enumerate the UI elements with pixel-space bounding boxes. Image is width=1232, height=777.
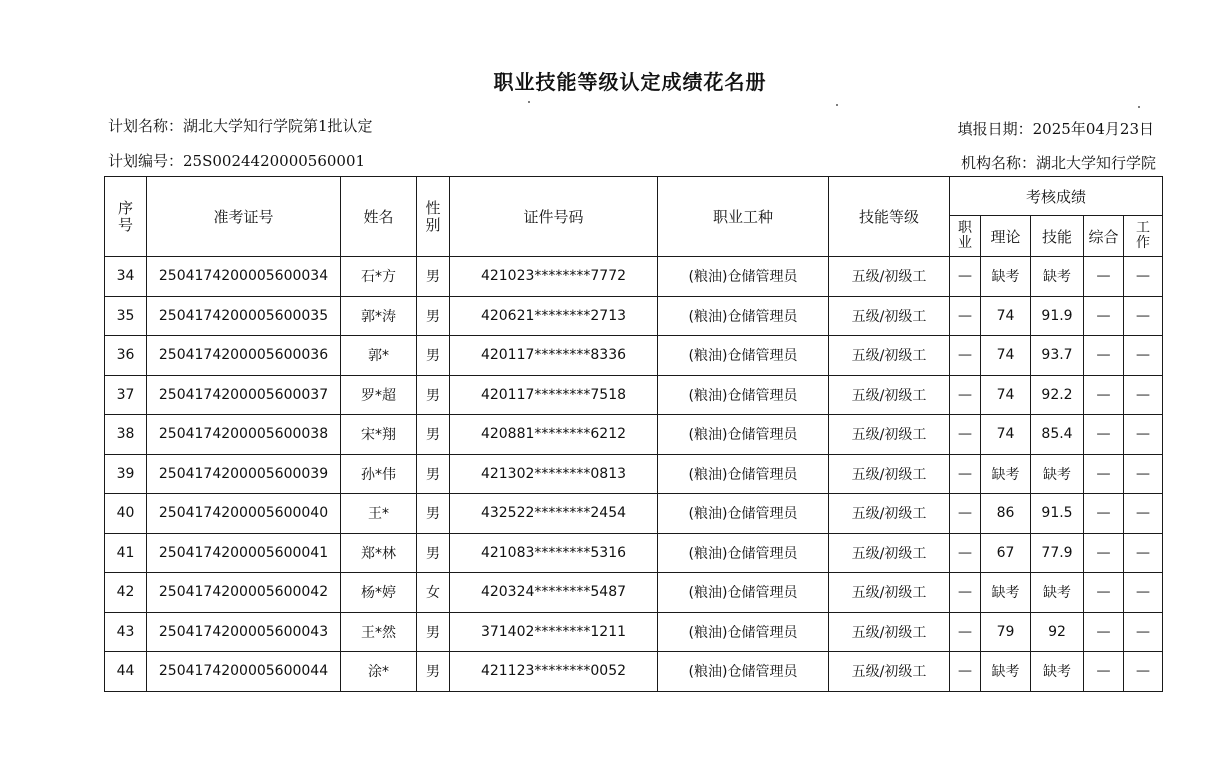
- table-row: [105, 454, 1163, 494]
- cell-gender: 男: [417, 454, 450, 494]
- plan-name: 计划名称：湖北大学知行学院第1批认定: [108, 117, 373, 135]
- cell-seq: 44: [105, 652, 147, 692]
- cell-name: 郭*涛: [341, 296, 417, 336]
- cell-comprehensive: —: [1084, 533, 1124, 573]
- header-theory: 理论: [981, 216, 1031, 257]
- cell-seq: 35: [105, 296, 147, 336]
- cell-theory: 79: [981, 612, 1031, 652]
- cell-work: —: [1124, 454, 1163, 494]
- cell-level: 五级/初级工: [829, 375, 950, 415]
- cell-seq: 37: [105, 375, 147, 415]
- cell-name: 郑*林: [341, 533, 417, 573]
- cell-professional: —: [950, 415, 981, 455]
- header-occupation: 职业工种: [658, 177, 829, 257]
- cell-ticket: 2504174200005600042: [147, 573, 341, 613]
- cell-comprehensive: —: [1084, 573, 1124, 613]
- cell-comprehensive: —: [1084, 652, 1124, 692]
- cell-occupation: (粮油)仓储管理员: [658, 494, 829, 534]
- cell-level: 五级/初级工: [829, 415, 950, 455]
- cell-theory: 缺考: [981, 454, 1031, 494]
- header-seq: 序 号: [105, 177, 147, 257]
- cell-ticket: 2504174200005600043: [147, 612, 341, 652]
- table-row: [105, 612, 1163, 652]
- document-title: 职业技能等级认定成绩花名册: [493, 70, 767, 94]
- cell-ticket: 2504174200005600037: [147, 375, 341, 415]
- scan-speck: [1138, 106, 1140, 108]
- cell-comprehensive: —: [1084, 257, 1124, 297]
- cell-gender: 男: [417, 375, 450, 415]
- cell-gender: 男: [417, 336, 450, 376]
- table-row: [105, 296, 1163, 336]
- cell-gender: 男: [417, 296, 450, 336]
- cell-theory: 74: [981, 336, 1031, 376]
- cell-seq: 36: [105, 336, 147, 376]
- cell-work: —: [1124, 652, 1163, 692]
- plan-number: 计划编号：25S0024420000560001: [108, 152, 366, 170]
- cell-ticket: 2504174200005600038: [147, 415, 341, 455]
- cell-occupation: (粮油)仓储管理员: [658, 336, 829, 376]
- cell-level: 五级/初级工: [829, 454, 950, 494]
- cell-work: —: [1124, 257, 1163, 297]
- cell-theory: 67: [981, 533, 1031, 573]
- header-level: 技能等级: [829, 177, 950, 257]
- header-comprehensive: 综合: [1084, 216, 1124, 257]
- cell-level: 五级/初级工: [829, 296, 950, 336]
- cell-id: 421302********0813: [450, 454, 658, 494]
- cell-work: —: [1124, 415, 1163, 455]
- cell-skill: 92: [1031, 612, 1084, 652]
- cell-id: 421123********0052: [450, 652, 658, 692]
- cell-ticket: 2504174200005600039: [147, 454, 341, 494]
- cell-name: 王*: [341, 494, 417, 534]
- cell-theory: 缺考: [981, 257, 1031, 297]
- cell-occupation: (粮油)仓储管理员: [658, 573, 829, 613]
- cell-gender: 男: [417, 533, 450, 573]
- cell-skill: 91.9: [1031, 296, 1084, 336]
- cell-theory: 缺考: [981, 652, 1031, 692]
- cell-ticket: 2504174200005600040: [147, 494, 341, 534]
- cell-occupation: (粮油)仓储管理员: [658, 652, 829, 692]
- header-work: 工 作: [1124, 216, 1163, 257]
- header-ticket: 准考证号: [147, 177, 341, 257]
- cell-id: 421083********5316: [450, 533, 658, 573]
- cell-id: 420324********5487: [450, 573, 658, 613]
- cell-id: 432522********2454: [450, 494, 658, 534]
- fill-date: 填报日期：2025年04月23日: [957, 120, 1154, 138]
- cell-occupation: (粮油)仓储管理员: [658, 296, 829, 336]
- table-row: [105, 652, 1163, 692]
- cell-seq: 40: [105, 494, 147, 534]
- scan-speck: [528, 101, 530, 103]
- cell-level: 五级/初级工: [829, 533, 950, 573]
- cell-id: 420117********7518: [450, 375, 658, 415]
- cell-professional: —: [950, 336, 981, 376]
- cell-ticket: 2504174200005600044: [147, 652, 341, 692]
- cell-occupation: (粮油)仓储管理员: [658, 257, 829, 297]
- cell-comprehensive: —: [1084, 454, 1124, 494]
- cell-comprehensive: —: [1084, 375, 1124, 415]
- cell-level: 五级/初级工: [829, 652, 950, 692]
- cell-comprehensive: —: [1084, 612, 1124, 652]
- cell-skill: 77.9: [1031, 533, 1084, 573]
- cell-comprehensive: —: [1084, 415, 1124, 455]
- cell-theory: 缺考: [981, 573, 1031, 613]
- table-row: [105, 533, 1163, 573]
- header-gender: 性 别: [417, 177, 450, 257]
- header-name: 姓名: [341, 177, 417, 257]
- cell-name: 石*方: [341, 257, 417, 297]
- cell-occupation: (粮油)仓储管理员: [658, 612, 829, 652]
- header-id: 证件号码: [450, 177, 658, 257]
- cell-professional: —: [950, 257, 981, 297]
- cell-occupation: (粮油)仓储管理员: [658, 454, 829, 494]
- cell-name: 孙*伟: [341, 454, 417, 494]
- cell-seq: 43: [105, 612, 147, 652]
- cell-seq: 34: [105, 257, 147, 297]
- cell-seq: 38: [105, 415, 147, 455]
- cell-comprehensive: —: [1084, 296, 1124, 336]
- cell-theory: 86: [981, 494, 1031, 534]
- header-scores: 考核成绩: [950, 177, 1163, 216]
- table-row: [105, 415, 1163, 455]
- cell-work: —: [1124, 612, 1163, 652]
- cell-theory: 74: [981, 296, 1031, 336]
- cell-id: 420881********6212: [450, 415, 658, 455]
- cell-seq: 39: [105, 454, 147, 494]
- cell-name: 涂*: [341, 652, 417, 692]
- table-header-row: [105, 177, 1163, 216]
- cell-level: 五级/初级工: [829, 494, 950, 534]
- cell-occupation: (粮油)仓储管理员: [658, 533, 829, 573]
- cell-occupation: (粮油)仓储管理员: [658, 415, 829, 455]
- table-row: [105, 375, 1163, 415]
- cell-seq: 41: [105, 533, 147, 573]
- cell-skill: 缺考: [1031, 573, 1084, 613]
- cell-work: —: [1124, 296, 1163, 336]
- table-row: [105, 336, 1163, 376]
- score-roster-table: [104, 176, 1163, 692]
- header-skill: 技能: [1031, 216, 1084, 257]
- cell-work: —: [1124, 533, 1163, 573]
- cell-name: 杨*婷: [341, 573, 417, 613]
- cell-work: —: [1124, 573, 1163, 613]
- cell-professional: —: [950, 494, 981, 534]
- cell-skill: 缺考: [1031, 652, 1084, 692]
- cell-skill: 91.5: [1031, 494, 1084, 534]
- cell-seq: 42: [105, 573, 147, 613]
- cell-name: 郭*: [341, 336, 417, 376]
- cell-professional: —: [950, 454, 981, 494]
- cell-comprehensive: —: [1084, 494, 1124, 534]
- header-professional: 职 业: [950, 216, 981, 257]
- cell-ticket: 2504174200005600041: [147, 533, 341, 573]
- cell-level: 五级/初级工: [829, 612, 950, 652]
- table-row: [105, 573, 1163, 613]
- cell-gender: 男: [417, 415, 450, 455]
- cell-skill: 93.7: [1031, 336, 1084, 376]
- cell-skill: 92.2: [1031, 375, 1084, 415]
- cell-gender: 男: [417, 612, 450, 652]
- cell-name: 罗*超: [341, 375, 417, 415]
- cell-ticket: 2504174200005600036: [147, 336, 341, 376]
- cell-skill: 缺考: [1031, 257, 1084, 297]
- cell-id: 420117********8336: [450, 336, 658, 376]
- cell-work: —: [1124, 494, 1163, 534]
- cell-professional: —: [950, 573, 981, 613]
- cell-occupation: (粮油)仓储管理员: [658, 375, 829, 415]
- cell-theory: 74: [981, 375, 1031, 415]
- cell-id: 420621********2713: [450, 296, 658, 336]
- cell-level: 五级/初级工: [829, 336, 950, 376]
- cell-gender: 男: [417, 652, 450, 692]
- cell-id: 371402********1211: [450, 612, 658, 652]
- cell-name: 宋*翔: [341, 415, 417, 455]
- cell-skill: 85.4: [1031, 415, 1084, 455]
- cell-theory: 74: [981, 415, 1031, 455]
- cell-gender: 女: [417, 573, 450, 613]
- cell-skill: 缺考: [1031, 454, 1084, 494]
- cell-work: —: [1124, 336, 1163, 376]
- cell-level: 五级/初级工: [829, 573, 950, 613]
- cell-comprehensive: —: [1084, 336, 1124, 376]
- cell-level: 五级/初级工: [829, 257, 950, 297]
- cell-gender: 男: [417, 494, 450, 534]
- cell-id: 421023********7772: [450, 257, 658, 297]
- cell-gender: 男: [417, 257, 450, 297]
- cell-professional: —: [950, 533, 981, 573]
- organization-name: 机构名称：湖北大学知行学院: [960, 154, 1156, 172]
- scan-speck: [836, 104, 838, 106]
- cell-professional: —: [950, 612, 981, 652]
- table-row: [105, 257, 1163, 297]
- cell-ticket: 2504174200005600034: [147, 257, 341, 297]
- cell-professional: —: [950, 296, 981, 336]
- cell-professional: —: [950, 652, 981, 692]
- cell-ticket: 2504174200005600035: [147, 296, 341, 336]
- cell-name: 王*然: [341, 612, 417, 652]
- table-row: [105, 494, 1163, 534]
- cell-work: —: [1124, 375, 1163, 415]
- cell-professional: —: [950, 375, 981, 415]
